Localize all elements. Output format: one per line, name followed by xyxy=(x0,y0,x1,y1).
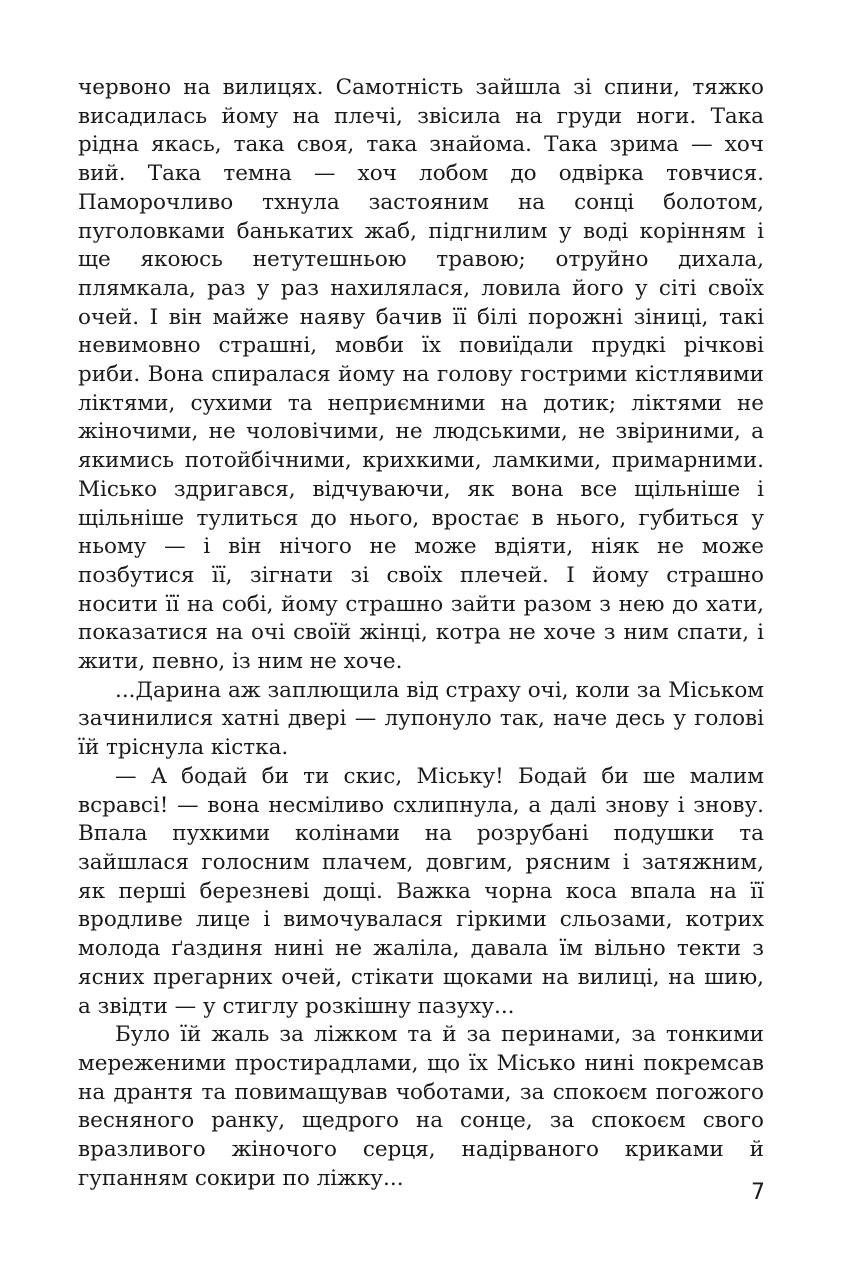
paragraph-4: Було їй жаль за ліжком та й за перинами, за тонкими мереженими простирадлами, що їх Місько нині покремсав на дрантя та повимащував чоботами, за спокоєм погожого весняного ранку, щедрого на сонце, за спокоєм свого вразливого жіночого серця, надірваного криками й гупанням сокири по ліжку... xyxy=(78,1022,764,1191)
paragraph-2: ...Дарина аж заплющила від страху очі, коли за Міськом зачинилися хатні двері — лупонуло так, наче десь у голові їй тріснула кістка. xyxy=(78,677,764,761)
book-page-text xyxy=(78,74,764,1193)
paragraph-3: — А бодай би ти скис, Міську! Бодай би ше малим всравсі! — вона несміливо схлипнула, а далі знову і знову. Впала пухкими колінами на розрубані подушки та зайшлася голосним плачем, довгим, рясним і затяжним, як перші березневі дощі. Важка чорна коса впала на її вродливе лице і вимочувалася гіркими сльозами, котрих молода ґаздиня нині не жаліла, давала їм вільно текти з ясних прегарних очей, стікати щоками на вилиці, на шию, а звідти — у стиглу розкішну пазуху... xyxy=(78,763,764,1019)
page-number: 7 xyxy=(751,1180,765,1205)
paragraph-1: червоно на вилицях. Самотність зайшла зі спини, тяжко висадилась йому на плечі, звісила на груди ноги. Така рідна якась, така своя, така знайома. Така зрима — хоч вий. Така темна — хоч лобом до одвірка товчися. Паморочливо тхнула застояним на сонці болотом, пуголовками банькатих жаб, підгнилим у воді корінням і ще якоюсь нетутешньою травою; отруйно дихала, плямкала, раз у раз нахилялася, ловила його у сіті своїх очей. І він майже наяву бачив її білі порожні зіниці, такі невимовно страшні, мовби їх повиїдали прудкі річкові риби. Вона спиралася йому на голову гострими кістлявими ліктями, сухими та неприємними на дотик; ліктями не жіночими, не чоловічими, не людськими, не звіриними, а якимись потойбічними, крихкими, ламкими, примарними. Місько здригався, відчуваючи, як вона все щільніше і щільніше тулиться до нього, вростає в нього, губиться у ньому — і він нічого не може вдіяти, ніяк не може позбутися її, зігнати зі своїх плечей. І йому страшно носити її на собі, йому страшно зайти разом з нею до хати, показатися на очі своїй жінці, котра не хоче з ним спати, і жити, певно, із ним не хоче. xyxy=(78,75,764,675)
